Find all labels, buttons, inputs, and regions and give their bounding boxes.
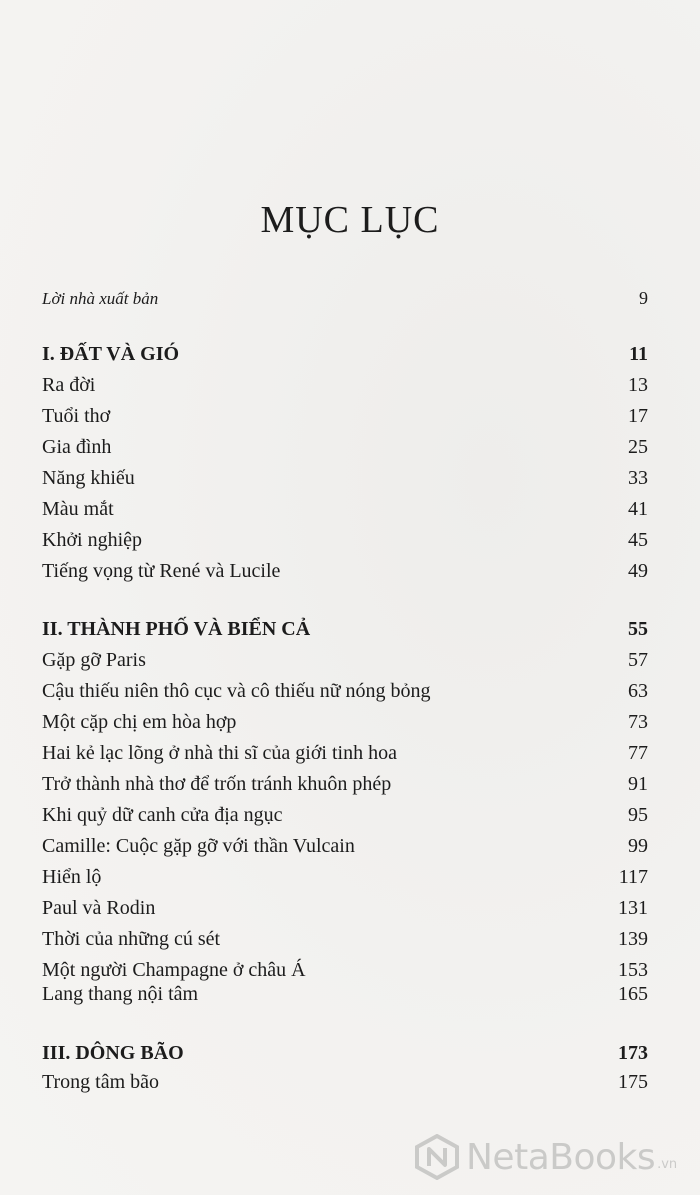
toc-entry-preface [42,286,648,311]
toc-entry-label: Một cặp chị em hòa hợp [42,711,237,733]
toc-entry-label: Lời nhà xuất bản [42,289,159,308]
toc-entry-label: Cậu thiếu niên thô cục và cô thiếu nữ nóng bỏng [42,680,431,702]
toc-entry [42,710,648,734]
toc-entry [42,648,648,672]
toc-entry-label: Paul và Rodin [42,897,156,919]
toc-entry-label: Tuổi thơ [42,405,111,427]
toc-entry [42,435,648,459]
toc-entry [42,679,648,703]
toc-entry-label: Gia đình [42,436,112,458]
toc-section-1 [42,342,648,366]
toc-page-number: 131 [618,897,648,919]
toc-entry-label: Khởi nghiệp [42,529,143,551]
toc-page-number: 175 [618,1071,648,1093]
toc-page-number: 13 [628,374,648,396]
toc-entry-label: Thời của những cú sét [42,928,221,950]
toc-entry-label: Khi quỷ dữ canh cửa địa ngục [42,804,283,826]
toc-entry [42,927,648,951]
toc-section-label: I. ĐẤT VÀ GIÓ [42,343,180,365]
watermark [414,1131,677,1183]
toc-entry-label: Tiếng vọng từ René và Lucile [42,560,281,582]
toc-entry [42,741,648,765]
toc-page-number: 9 [639,288,648,308]
toc-entry-label: Camille: Cuộc gặp gỡ với thần Vulcain [42,835,355,857]
toc-page-number: 77 [628,742,648,764]
toc-page-number: 17 [628,405,648,427]
toc-entry-label: Trở thành nhà thơ để trốn tránh khuôn phép [42,773,392,795]
toc-entry [42,834,648,858]
toc-page-number: 91 [628,773,648,795]
toc-entry-label: Hai kẻ lạc lõng ở nhà thi sĩ của giới tinh hoa [42,742,397,764]
netabooks-logo-icon [414,1134,460,1180]
toc-section-label: III. DÔNG BÃO [42,1042,184,1064]
toc-entry-label: Lang thang nội tâm [42,983,199,1005]
toc-entry [42,803,648,827]
toc-page-number: 41 [628,498,648,520]
toc-page-number: 95 [628,804,648,826]
toc-page-number: 49 [628,560,648,582]
watermark-brand: NetaBooks [466,1136,656,1178]
toc-entry-label: Một người Champagne ở châu Á [42,959,306,981]
toc-entry [42,497,648,521]
toc-page-number: 25 [628,436,648,458]
toc-page-number: 139 [618,928,648,950]
toc-entry [42,404,648,428]
toc-page-number: 55 [628,618,648,640]
toc-page-number: 33 [628,467,648,489]
toc-page-number: 173 [618,1042,648,1064]
toc-entry-label: Năng khiếu [42,467,135,489]
toc-page-number: 99 [628,835,648,857]
toc-entry-label: Gặp gỡ Paris [42,649,146,671]
page-title: MỤC LỤC [260,199,440,241]
toc-entry [42,466,648,490]
toc-page-number: 153 [618,959,648,981]
toc-entry-label: Màu mắt [42,498,114,520]
watermark-suffix: .vn [657,1156,678,1172]
toc-page-number: 165 [618,983,648,1005]
toc-entry-label: Trong tâm bão [42,1071,160,1093]
toc-section-2 [42,617,648,641]
toc-entry-label: Hiển lộ [42,866,102,888]
toc-entry [42,865,648,889]
toc-section-3 [42,1041,648,1065]
toc-entry [42,528,648,552]
toc-entry [42,772,648,796]
toc-entry [42,1070,648,1094]
toc-entry [42,982,648,1006]
toc-page-number: 117 [618,866,648,888]
toc-page-number: 11 [629,343,648,365]
toc-entry [42,559,648,583]
toc-entry [42,958,648,982]
toc-page-number: 73 [628,711,648,733]
toc-page-number: 45 [628,529,648,551]
toc-page-number: 63 [628,680,648,702]
toc-entry [42,373,648,397]
toc-section-label: II. THÀNH PHỐ VÀ BIỂN CẢ [42,618,311,640]
toc-page-number: 57 [628,649,648,671]
toc-entry-label: Ra đời [42,374,96,396]
toc-entry [42,896,648,920]
